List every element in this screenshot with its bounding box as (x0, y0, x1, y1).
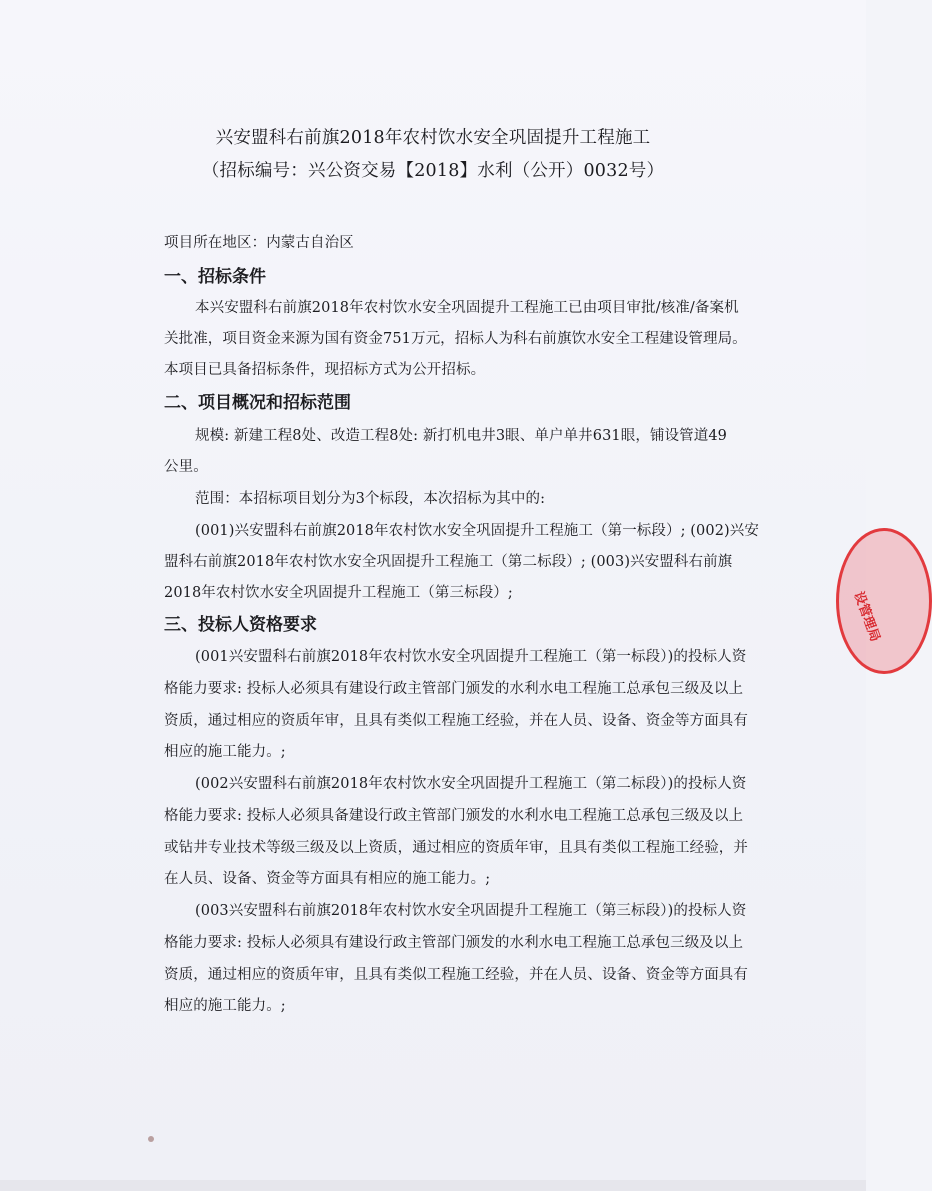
paragraph-line: 或钻井专业技术等级三级及以上资质，通过相应的资质年审，且具有类似工程施工经验，并 (164, 840, 748, 856)
paragraph-line: 关批准，项目资金来源为国有资金751万元，招标人为科右前旗饮水安全工程建设管理局。 (164, 331, 747, 347)
svg-text:设管理局 (851, 589, 884, 643)
paragraph-line: (003兴安盟科右前旗2018年农村饮水安全巩固提升工程施工（第三标段）)的投标人资 (195, 903, 747, 919)
paragraph-line: 相应的施工能力。; (164, 998, 286, 1014)
paragraph-line: 资质，通过相应的资质年审，且具有类似工程施工经验，并在人员、设备、资金等方面具有 (164, 967, 748, 983)
paragraph-line: 本项目已具备招标条件，现招标方式为公开招标。 (164, 362, 486, 378)
paragraph-line: 格能力要求: 投标人必须具有建设行政主管部门颁发的水利水电工程施工总承包三级及以上 (164, 935, 744, 951)
scan-speck (148, 1136, 154, 1142)
official-seal-stamp (836, 528, 932, 674)
paragraph-line: 盟科右前旗2018年农村饮水安全巩固提升工程施工（第二标段）; (003)兴安盟科右前旗 (164, 554, 733, 570)
paragraph-line: (001)兴安盟科右前旗2018年农村饮水安全巩固提升工程施工（第一标段）; (002)兴安 (195, 523, 759, 539)
tender-number: （招标编号：兴公资交易【2018】水利（公开）0032号） (201, 161, 665, 181)
paragraph-line: 资质，通过相应的资质年审，且具有类似工程施工经验，并在人员、设备、资金等方面具有 (164, 713, 748, 729)
section-heading-bidder-qualifications: 三、投标人资格要求 (164, 615, 317, 635)
project-location: 项目所在地区：内蒙古自治区 (164, 235, 354, 251)
paragraph-line: 相应的施工能力。; (164, 744, 286, 760)
paragraph-line: (001兴安盟科右前旗2018年农村饮水安全巩固提升工程施工（第一标段）)的投标人资 (195, 649, 747, 665)
paragraph-line: 格能力要求: 投标人必须具有建设行政主管部门颁发的水利水电工程施工总承包三级及以上 (164, 681, 744, 697)
paragraph-line: 范围：本招标项目划分为3个标段，本次招标为其中的: (195, 491, 546, 507)
paragraph-line: 在人员、设备、资金等方面具有相应的施工能力。; (164, 871, 491, 887)
paragraph-line: 规模: 新建工程8处、改造工程8处: 新打机电井3眼、单户单井631眼，铺设管道49 (195, 428, 727, 444)
paragraph-line: 2018年农村饮水安全巩固提升工程施工（第三标段）; (164, 585, 513, 601)
section-heading-project-overview: 二、项目概况和招标范围 (164, 393, 351, 413)
paragraph-line: 公里。 (164, 459, 208, 475)
seal-text: 设管理局 (850, 589, 883, 644)
scan-bottom-edge (0, 1180, 866, 1191)
document-title: 兴安盟科右前旗2018年农村饮水安全巩固提升工程施工 (215, 128, 651, 148)
paragraph-line: 本兴安盟科右前旗2018年农村饮水安全巩固提升工程施工已由项目审批/核准/备案机 (195, 300, 739, 316)
section-heading-tender-conditions: 一、招标条件 (164, 267, 266, 287)
paragraph-line: 格能力要求: 投标人必须具备建设行政主管部门颁发的水利水电工程施工总承包三级及以上 (164, 808, 744, 824)
paragraph-line: (002兴安盟科右前旗2018年农村饮水安全巩固提升工程施工（第二标段）)的投标人资 (195, 776, 747, 792)
